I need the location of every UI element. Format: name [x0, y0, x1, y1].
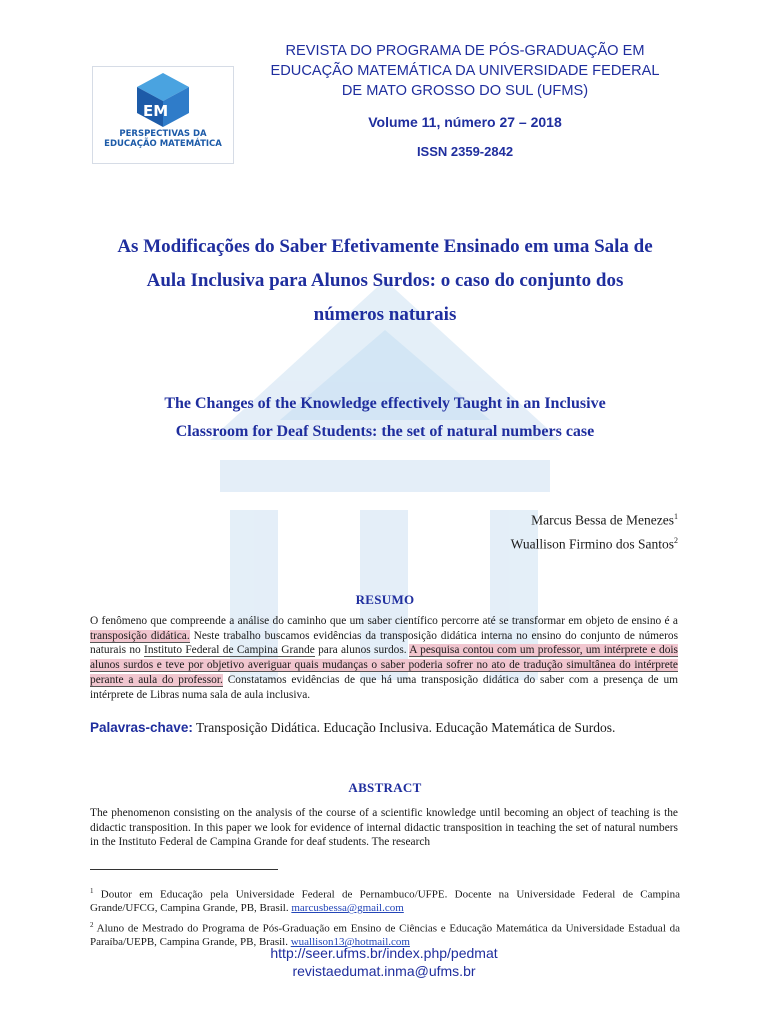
- logo-mark-letters: EM: [143, 102, 169, 120]
- resumo-highlight-2: A pesquisa contou com um professor, um intérprete e dois alunos surdos e teve por objetivo averiguar quais mudanças o saber poderia sofrer no ato de tradução simultânea do intérprete perante a aula do professor.: [90, 644, 678, 686]
- title-en-line1: The Changes of the Knowledge effectively Taught in an Inclusive: [164, 395, 606, 412]
- journal-logo: [92, 66, 234, 164]
- title-pt-line3: números naturais: [313, 304, 457, 325]
- author-2: [511, 536, 678, 553]
- author-1-name: Marcus Bessa de Menezes: [531, 512, 674, 528]
- keywords: [90, 720, 690, 736]
- resumo-heading: RESUMO: [355, 592, 415, 607]
- resumo-highlight-1: transposição didática.: [90, 629, 190, 642]
- resumo-s3: para alunos surdos.: [314, 644, 410, 657]
- author-2-footnote-ref[interactable]: 2: [674, 536, 678, 545]
- footnote-2-number: 2: [90, 921, 94, 929]
- footnote-divider: [90, 869, 278, 870]
- abstract-heading: ABSTRACT: [348, 780, 422, 795]
- logo-line1: PERSPECTIVAS DA: [119, 129, 207, 139]
- resumo-s2: Neste trabalho buscamos evidências da transposição didática interna no ensino do conjunto de números naturais no: [90, 629, 678, 657]
- title-pt-line1: As Modificações do Saber Efetivamente Ensinado em uma Sala de: [117, 236, 653, 257]
- issn: ISSN 2359-2842: [416, 144, 514, 159]
- resumo-underline-1: Instituto Federal de Campina Grande: [144, 644, 315, 657]
- footnote-1-number: 1: [90, 887, 94, 895]
- footnote-1: [90, 885, 680, 916]
- author-1-footnote-ref[interactable]: 1: [674, 512, 678, 521]
- footnote-2-text: Aluno de Mestrado do Programa de Pós-Graduação em Ensino de Ciências e Educação Matemática da Universidade Estadual da Paraíba/UEPB, Campina Grande, PB, Brasil.: [90, 922, 680, 949]
- footer-url-link[interactable]: http://seer.ufms.br/index.php/pedmat: [270, 945, 498, 961]
- footer-email-link[interactable]: revistaedumat.inma@ufms.br: [292, 963, 476, 979]
- resumo-s4: Constatamos evidências de que há uma transposição didática do saber com a presença de um intérprete de Libras numa sala de aula inclusiva.: [90, 673, 678, 701]
- footnote-1-text: Doutor em Educação pela Universidade Federal de Pernambuco/UFPE. Docente na Universidade Federal de Campina Grande/UFCG, Campina Grande, PB, Brasil.: [90, 888, 680, 915]
- keywords-label: Palavras-chave:: [90, 720, 193, 735]
- journal-line3: DE MATO GROSSO DO SUL (UFMS): [341, 83, 589, 99]
- em-cube-icon: [131, 71, 195, 129]
- title-portuguese: [90, 230, 680, 332]
- abstract-paragraph: The phenomenon consisting on the analysis of the course of a scientific knowledge until becoming an object of teaching is the didactic transposition. In this paper we look for evidence of internal didactic transposition in teaching the set of natural numbers in the Instituto Federal de Campina Grande for deaf students. The research: [90, 807, 678, 849]
- title-english: [100, 390, 670, 446]
- footnote-2-email-link[interactable]: wuallison13@hotmail.com: [290, 936, 410, 949]
- author-2-name: Wuallison Firmino dos Santos: [510, 536, 674, 552]
- keywords-text: Transposição Didática. Educação Inclusiva. Educação Matemática de Surdos.: [192, 720, 616, 735]
- journal-line2: EDUCAÇÃO MATEMÁTICA DA UNIVERSIDADE FEDERAL: [270, 63, 660, 79]
- author-1: [531, 512, 678, 529]
- resumo-paragraph: [90, 614, 678, 702]
- resumo-s1: O fenômeno que compreende a análise do caminho que um saber científico percorre até se transformar em objeto de ensino é a: [90, 615, 678, 627]
- journal-line1: REVISTA DO PROGRAMA DE PÓS-GRADUAÇÃO EM: [285, 43, 645, 59]
- footnote-1-email-link[interactable]: marcusbessa@gmail.com: [291, 902, 404, 915]
- title-pt-line2: Aula Inclusiva para Alunos Surdos: o caso do conjunto dos: [146, 270, 624, 291]
- title-en-line2: Classroom for Deaf Students: the set of natural numbers case: [175, 423, 595, 440]
- journal-name: [245, 41, 685, 101]
- logo-line2: EDUCAÇÃO MATEMÁTICA: [104, 139, 222, 149]
- volume-info: Volume 11, número 27 – 2018: [368, 114, 562, 130]
